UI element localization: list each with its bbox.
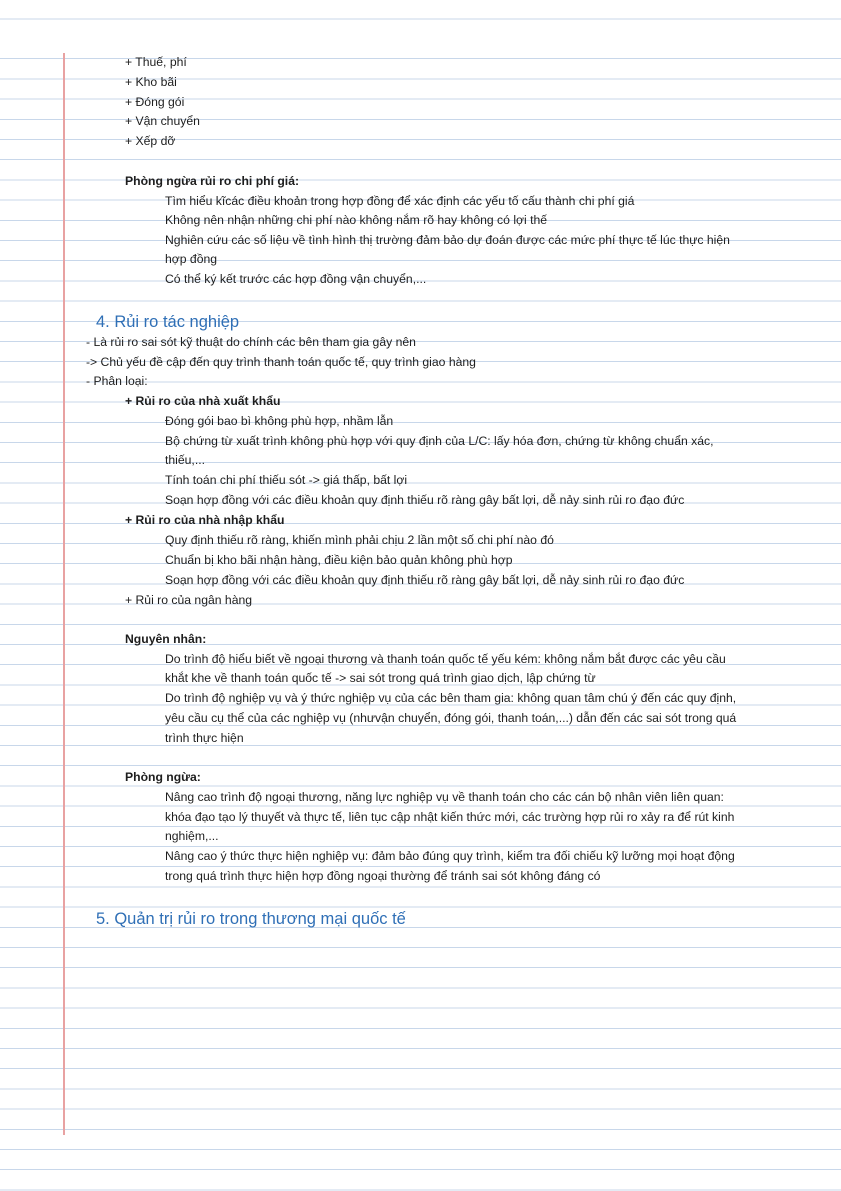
cost-item: + Thuế, phí xyxy=(125,55,187,69)
bank-risk-item: + Rủi ro của ngân hàng xyxy=(125,593,253,607)
causes-line: Do trình độ hiểu biết về ngoại thương và thanh toán quốc tế yếu kém: không nắm bắt được các yêu cầu xyxy=(165,652,726,666)
importer-risk-line: Chuẩn bị kho bãi nhận hàng, điều kiện bảo quản không phù hợp xyxy=(165,553,513,567)
cost-item: + Kho bãi xyxy=(125,75,177,89)
importer-risk-heading: + Rủi ro của nhà nhập khẩu xyxy=(125,513,285,527)
exporter-risk-line: Bộ chứng từ xuất trình không phù hợp với quy định của L/C: lấy hóa đơn, chứng từ không chuẩn xác, xyxy=(165,434,714,448)
prevention-line: khóa đạo tạo lý thuyết và thực tế, liên tục cập nhật kiến thức mới, các trường hợp rủi ro xảy ra để rút kinh xyxy=(165,810,735,824)
cost-item: + Vận chuyển xyxy=(125,114,200,128)
exporter-risk-line: Tính toán chi phí thiếu sót -> giá thấp, bất lợi xyxy=(165,473,408,487)
causes-line: khắt khe về thanh toán quốc tế -> sai sót trong quá trình giao dịch, lập chứng từ xyxy=(165,671,596,685)
causes-heading: Nguyên nhân: xyxy=(125,632,207,646)
price-risk-line: hợp đồng xyxy=(165,252,218,266)
exporter-risk-line: Soạn hợp đồng với các điều khoản quy định thiếu rõ ràng gây bất lợi, dễ nảy sinh rủi ro đạo đức xyxy=(165,493,685,507)
causes-line: trình thực hiện xyxy=(165,731,244,745)
prevention-line: nghiệm,... xyxy=(165,829,219,843)
prevention-line: Nâng cao trình độ ngoại thương, năng lực nghiệp vụ về thanh toán cho các cán bộ nhân viên liên quan: xyxy=(165,790,724,804)
intro-line: - Là rủi ro sai sót kỹ thuật do chính các bên tham gia gây nên xyxy=(86,335,416,349)
importer-risk-line: Quy định thiếu rõ ràng, khiến mình phải chịu 2 lần một số chi phí nào đó xyxy=(165,533,554,547)
section-5-heading: 5. Quản trị rủi ro trong thương mại quốc tế xyxy=(96,910,406,928)
price-risk-line: Có thể ký kết trước các hợp đồng vận chuyển,... xyxy=(165,272,427,286)
prevention-line: trong quá trình thực hiện hợp đồng ngoại thường để tránh sai sót không đáng có xyxy=(165,869,601,883)
causes-line: yêu cầu cụ thể của các nghiệp vụ (nhưvận chuyển, đóng gói, thanh toán,...) dẫn đến các sai sót trong quá xyxy=(165,711,737,725)
section-4-heading: 4. Rủi ro tác nghiệp xyxy=(96,313,240,331)
cost-item: + Đóng gói xyxy=(125,95,185,109)
prevention-line: Nâng cao ý thức thực hiện nghiệp vụ: đảm bảo đúng quy trình, kiểm tra đối chiếu kỹ lưỡng mọi hoạt động xyxy=(165,849,735,863)
intro-line: - Phân loại: xyxy=(86,374,148,388)
prevention-heading: Phòng ngừa: xyxy=(125,770,201,784)
importer-risk-line: Soạn hợp đồng với các điều khoản quy định thiếu rõ ràng gây bất lợi, dễ nảy sinh rủi ro đạo đức xyxy=(165,573,685,587)
price-risk-line: Không nên nhận những chi phí nào không nắm rõ hay không có lợi thế xyxy=(165,213,548,227)
causes-line: Do trình độ nghiệp vụ và ý thức nghiệp vụ của các bên tham gia: không quan tâm chú ý đến các quy định, xyxy=(165,691,737,705)
cost-item: + Xếp dỡ xyxy=(125,134,176,148)
price-risk-line: Nghiên cứu các số liệu về tình hình thị trường đảm bảo dự đoán được các mức phí thực tế lúc thực hiện xyxy=(165,233,730,247)
exporter-risk-line: Đóng gói bao bì không phù hợp, nhầm lẫn xyxy=(165,414,394,428)
price-risk-heading: Phòng ngừa rủi ro chi phí giá: xyxy=(125,174,300,188)
exporter-risk-heading: + Rủi ro của nhà xuất khẩu xyxy=(125,394,281,408)
intro-line: -> Chủ yếu đề cập đến quy trình thanh toán quốc tế, quy trình giao hàng xyxy=(86,355,476,369)
price-risk-line: Tìm hiểu kĩcác điều khoản trong hợp đồng để xác định các yếu tố cấu thành chi phí giá xyxy=(165,194,635,208)
exporter-risk-line: thiếu,... xyxy=(165,453,205,467)
